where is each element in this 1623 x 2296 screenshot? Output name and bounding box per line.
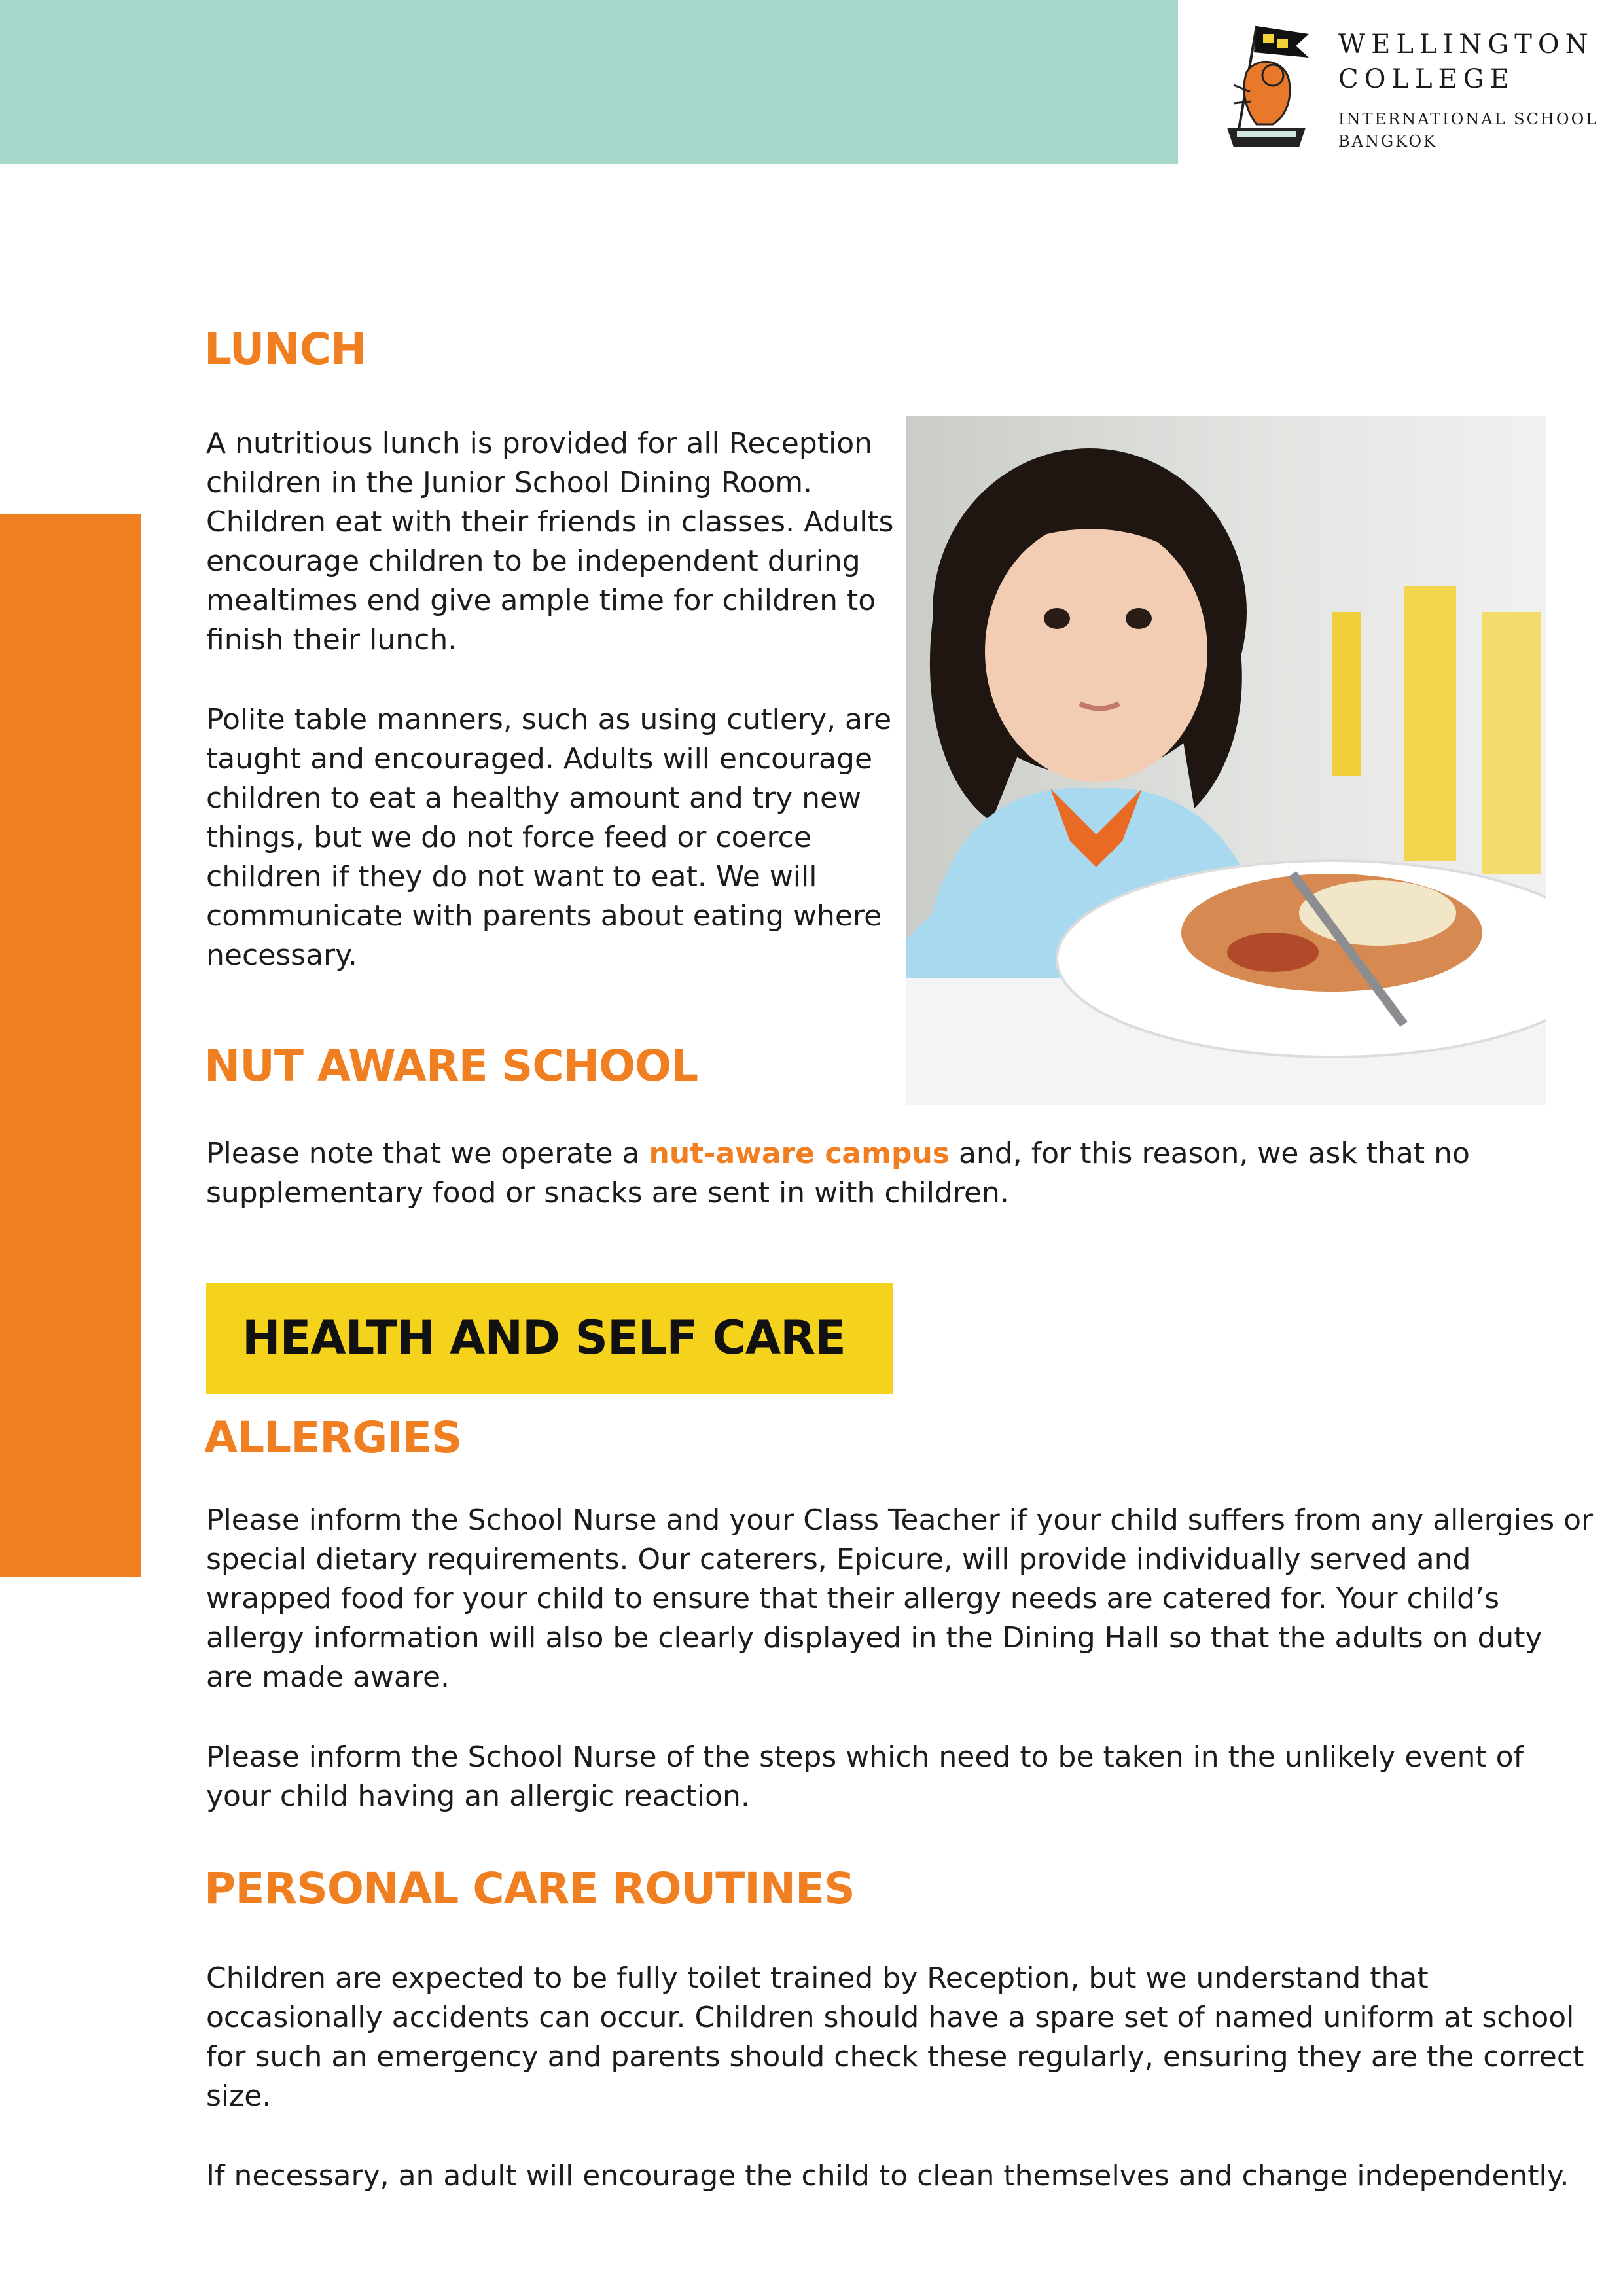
nut-aware-text-before: Please note that we operate a <box>206 1137 649 1170</box>
crest-icon <box>1211 20 1322 157</box>
nut-aware-text-after: and, for this reason, we ask that no supplementary food or snacks are sent in with children. <box>206 1137 1470 1210</box>
nut-aware-paragraph <box>206 1134 1594 1213</box>
side-accent-bar <box>0 514 141 1577</box>
lunch-paragraph-1: A nutritious lunch is provided for all Reception children in the Junior School Dining Room. Children eat with their friends in classes. Adults encourage children to be independent during mealtimes end give ample time for children to finish their lunch. <box>206 427 894 656</box>
header-band <box>0 0 1178 164</box>
allergies-paragraph-2: Please inform the School Nurse of the steps which need to be taken in the unlikely event of your child having an allergic reaction. <box>206 1740 1524 1813</box>
personal-care-heading: PERSONAL CARE ROUTINES <box>204 1863 855 1914</box>
health-section-banner <box>206 1283 893 1394</box>
lunch-paragraph-2: Polite table manners, such as using cutlery, are taught and encouraged. Adults will encourage children to eat a healthy amount and try new things, but we do not force feed or coerce children if they do not want to eat. We will communicate with parents about eating where necessary. <box>206 703 892 972</box>
personal-care-paragraph-1: Children are expected to be fully toilet trained by Reception, but we understand that occasionally accidents can occur. Children should have a spare set of named uniform at school for such an emergency and parents should check these regularly, ensuring they are the correct size. <box>206 1962 1584 2113</box>
nut-aware-highlight: nut-aware campus <box>649 1137 950 1170</box>
personal-care-paragraph-2: If necessary, an adult will encourage the child to clean themselves and change independently. <box>206 2159 1569 2193</box>
logo-wordmark-line2: COLLEGE <box>1338 64 1515 94</box>
allergies-heading: ALLERGIES <box>204 1412 462 1463</box>
school-logo[interactable] <box>1211 20 1603 157</box>
logo-subtitle-line1: INTERNATIONAL SCHOOL <box>1338 110 1599 128</box>
health-banner-title: HEALTH AND SELF CARE <box>242 1311 846 1365</box>
logo-wordmark-line1: WELLINGTON <box>1338 29 1594 60</box>
child-eating-image <box>906 416 1546 1105</box>
nut-aware-heading: NUT AWARE SCHOOL <box>204 1041 698 1091</box>
allergies-paragraph-1: Please inform the School Nurse and your Class Teacher if your child suffers from any allergies or special dietary requirements. Our caterers, Epicure, will provide individually served and wrapped food for your child to ensure that their allergy needs are catered for. Your child’s allergy information will also be clearly displayed in the Dining Hall so that the adults on duty are made aware. <box>206 1503 1594 1694</box>
lunch-photo <box>906 416 1546 1105</box>
lunch-heading: LUNCH <box>204 324 366 374</box>
logo-subtitle-line2: BANGKOK <box>1338 132 1438 151</box>
